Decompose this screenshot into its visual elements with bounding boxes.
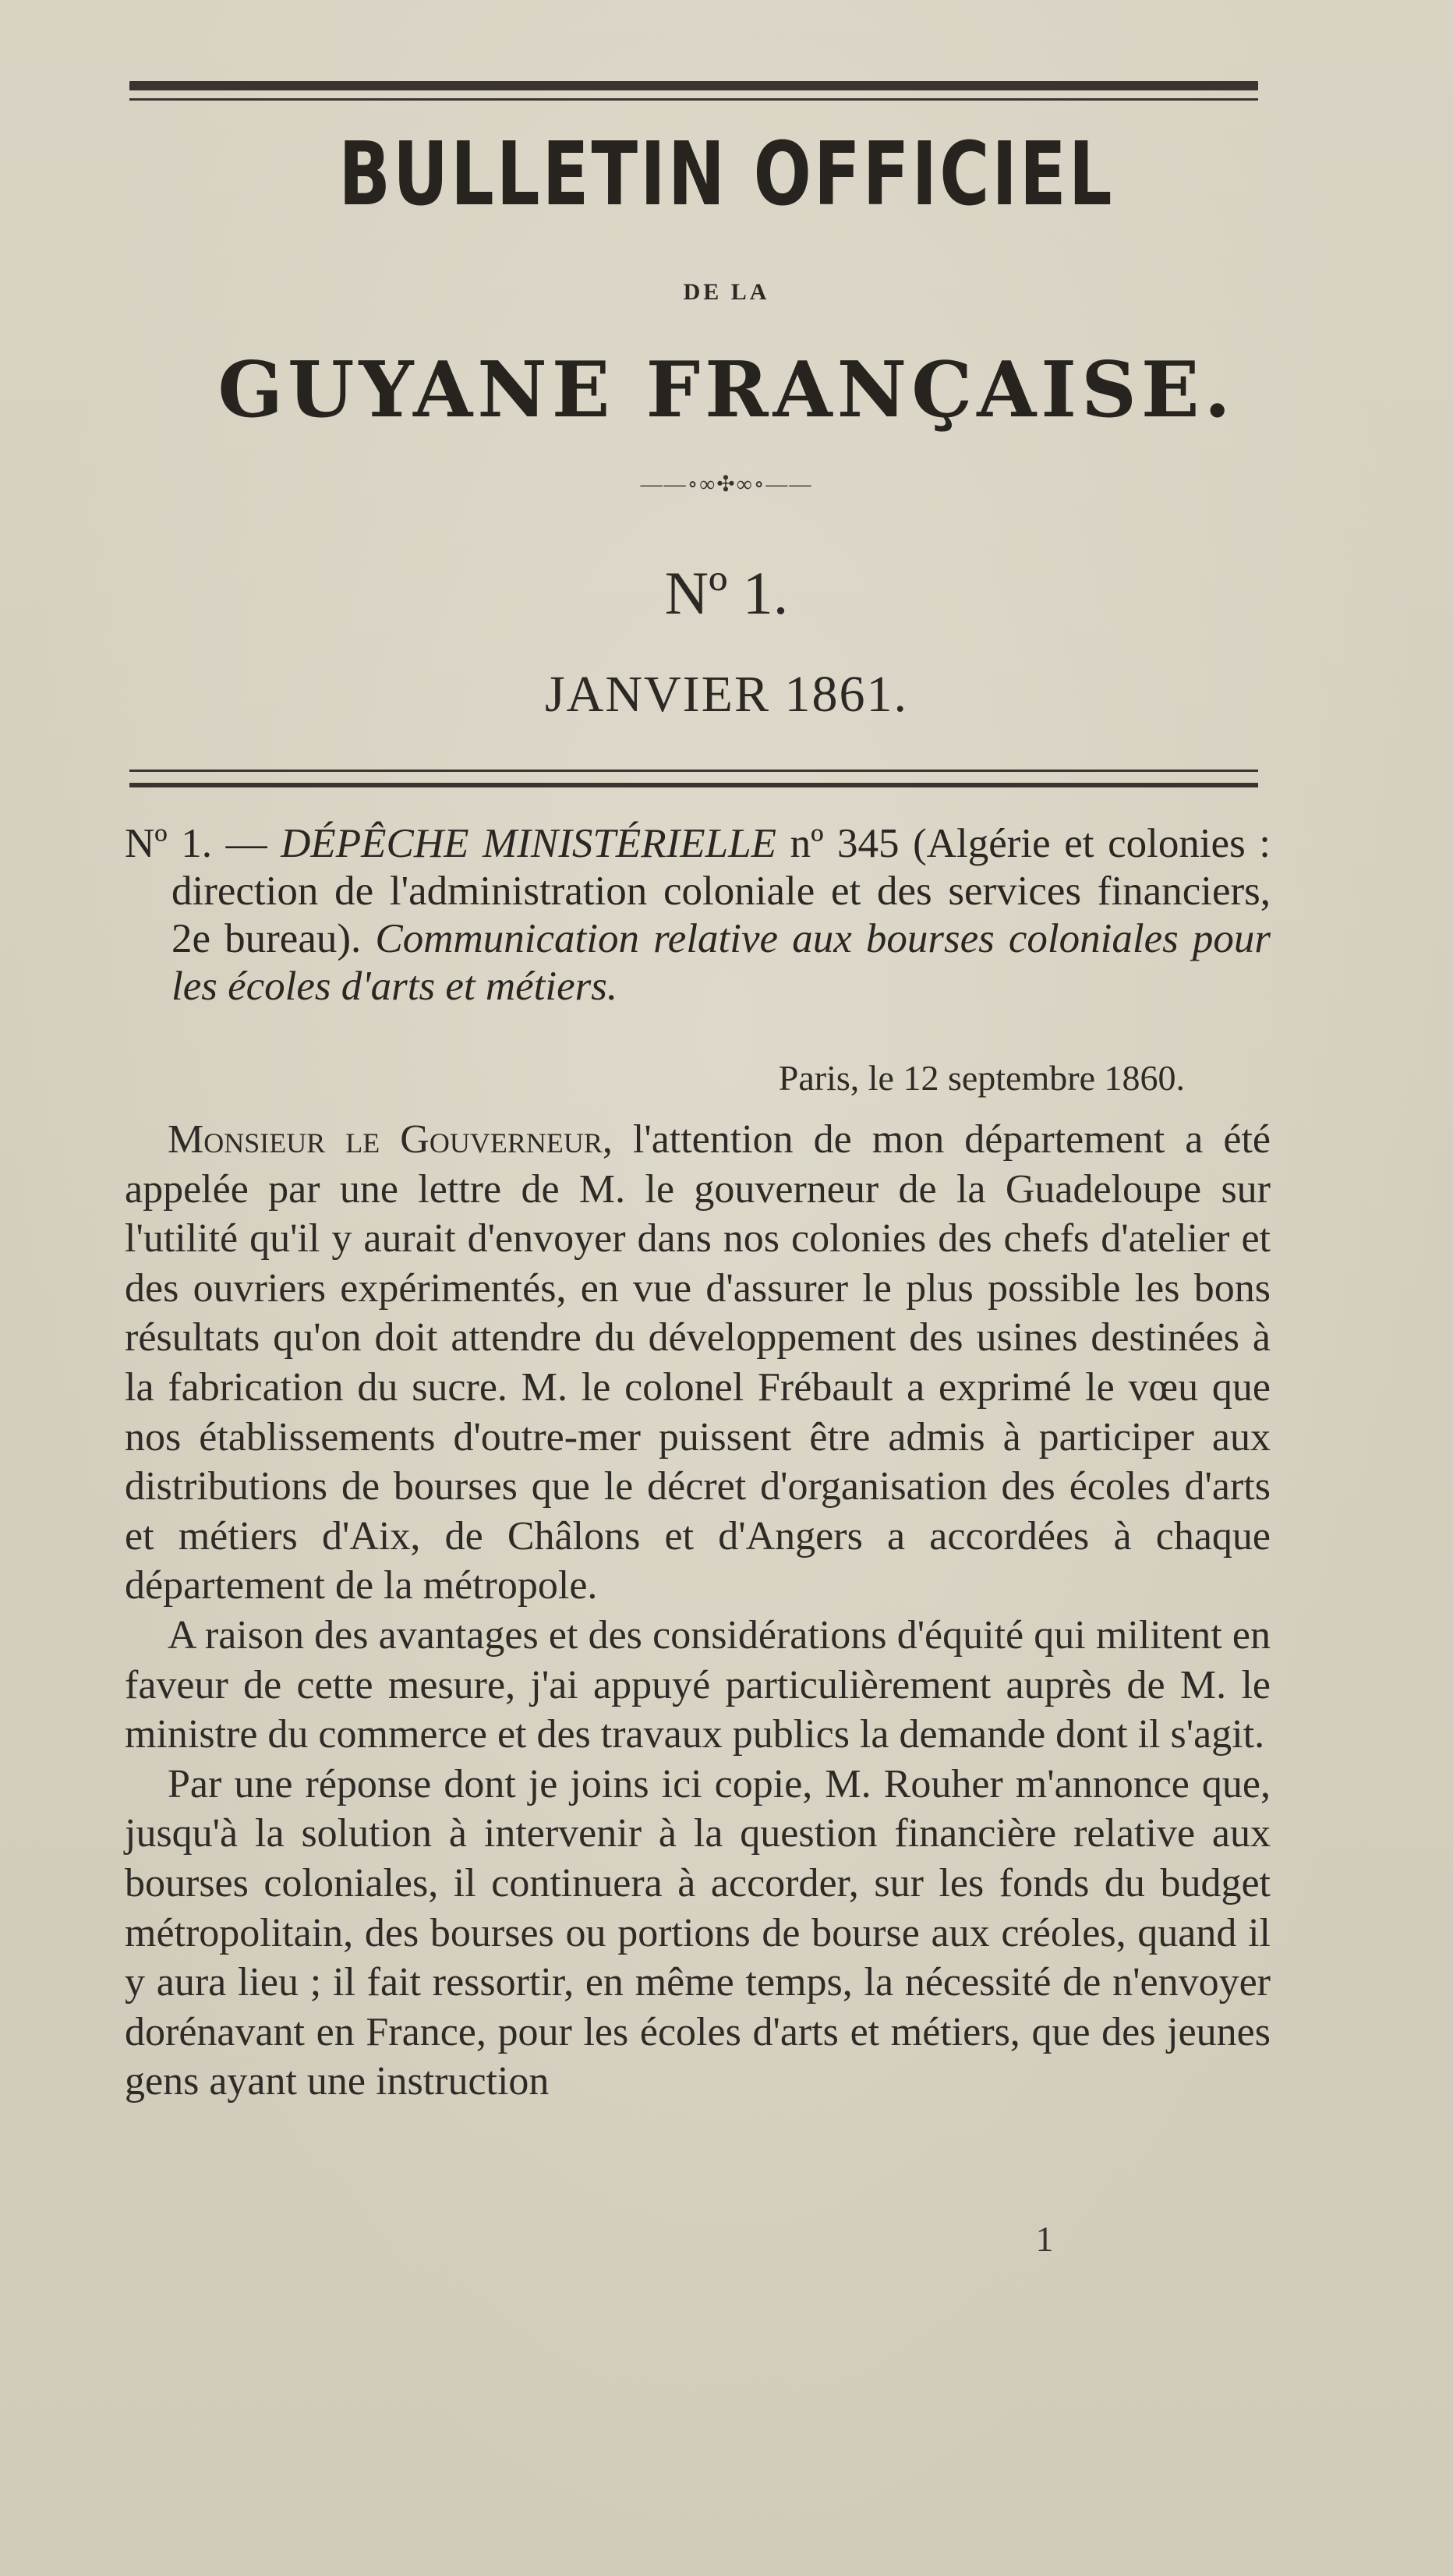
article-reference: nº 345 (Algérie et colonies : direction de l'administration coloniale et des services financiers, 2e bureau).	[171, 821, 1271, 961]
section-rule-thin	[129, 770, 1258, 772]
section-rule-thick	[129, 783, 1258, 787]
article-type: DÉPÊCHE MINISTÉRIELLE	[281, 821, 776, 866]
article-subject: Communication relative aux bourses coloniales pour les écoles d'arts et métiers.	[171, 916, 1271, 1009]
colony-title: GUYANE FRANÇAISE.	[217, 345, 1236, 435]
ornament-divider: ——∘∞✣∞∘——	[640, 472, 813, 497]
top-rule-thick	[129, 81, 1258, 90]
issue-number: Nº 1.	[664, 559, 789, 627]
salutation: Monsieur le Gouverneur	[168, 1117, 603, 1162]
paragraph-1	[125, 1115, 1271, 1611]
bulletin-title: BULLETIN OFFICIEL	[338, 124, 1115, 225]
article-heading	[125, 820, 1271, 1010]
paragraph-2: A raison des avantages et des considérations d'équité qui militent en faveur de cette mesure, j'ai appuyé particulièrement auprès de M. le ministre du commerce et des travaux publics la demande dont il s'agit.	[125, 1612, 1271, 1757]
page-number: 1	[1035, 2219, 1054, 2259]
issue-date: JANVIER 1861.	[545, 666, 908, 723]
article-number: Nº 1. —	[125, 821, 281, 866]
masthead-de-la: DE LA	[683, 279, 770, 305]
paragraph-3: Par une réponse dont je joins ici copie, M. Rouher m'annonce que, jusqu'à la solution à intervenir à la question financière relative aux bourses coloniales, il continuera à accorder, sur les fonds du budget métropolitain, des bourses ou portions de bourse aux créoles, quand il y aura lieu ; il fait ressortir, en même temps, la nécessité de n'envoyer dorénavant en France, pour les écoles d'arts et métiers, que des jeunes gens ayant une instruction	[125, 1761, 1271, 2104]
article-body	[125, 1115, 1271, 2107]
dateline: Paris, le 12 septembre 1860.	[778, 1058, 1185, 1098]
top-rule-thin	[129, 98, 1258, 101]
paragraph-1-text: , l'attention de mon département a été appelée par une lettre de M. le gouverneur de la Guadeloupe sur l'utilité qu'il y aurait d'envoyer dans nos colonies des chefs d'atelier et des ouvriers expérimentés, en vue d'assurer le plus possible les bons résultats qu'on doit attendre du développement des usines destinées à la fabrication du sucre. M. le colonel Frébault a exprimé le vœu que nos établissements d'outre-mer puissent être admis à participer aux distributions de bourses que le décret d'organisation des écoles d'arts et métiers d'Aix, de Châlons et d'Angers a accordées à chaque département de la métropole.	[125, 1117, 1271, 1608]
